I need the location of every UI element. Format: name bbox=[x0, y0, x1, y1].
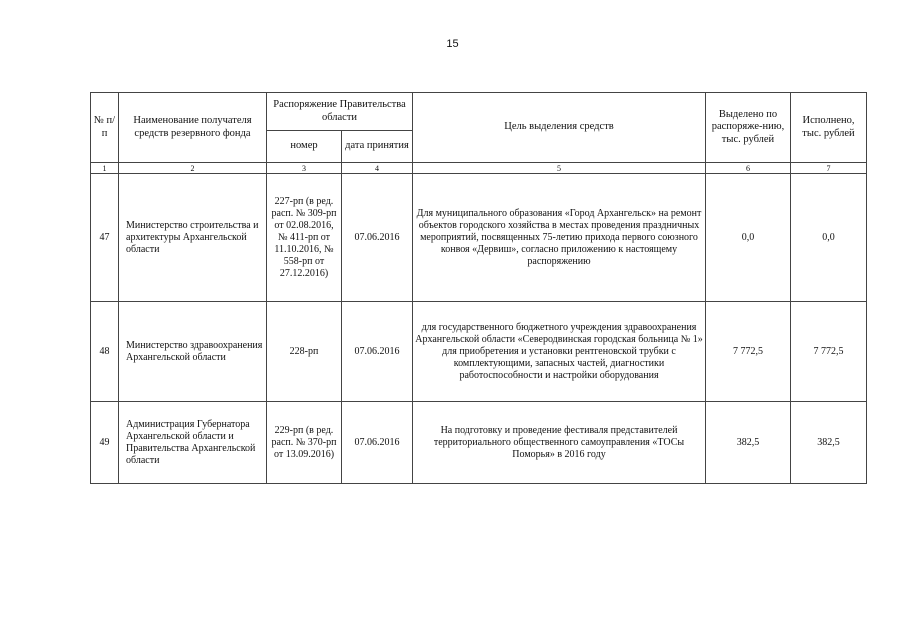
row-num: 47 bbox=[91, 174, 119, 302]
table-row bbox=[91, 174, 867, 302]
table-row bbox=[91, 402, 867, 484]
column-number: 2 bbox=[119, 163, 267, 174]
header-purpose: Цель выделения средств bbox=[413, 93, 706, 163]
row-num: 49 bbox=[91, 402, 119, 484]
row-recipient: Министерство строительства и архитектуры Архангельской области bbox=[119, 174, 267, 302]
row-date: 07.06.2016 bbox=[342, 302, 413, 402]
row-allocated: 7 772,5 bbox=[706, 302, 791, 402]
header-order-group: Распоряжение Правительства области bbox=[267, 93, 413, 131]
row-purpose: Для муниципального образования «Город Архангельск» на ремонт объектов городского хозяйства в местах проведения праздничных мероприятий, посвященных 75-летию прихода первого союзного конвоя «Дервиш», согласно приложению к настоящему распоряжению bbox=[413, 174, 706, 302]
table-row bbox=[91, 302, 867, 402]
row-order-number: 229-рп (в ред. расп. № 370-рп от 13.09.2016) bbox=[267, 402, 342, 484]
header-allocated: Выделено по распоряже-нию, тыс. рублей bbox=[706, 93, 791, 163]
row-executed: 7 772,5 bbox=[791, 302, 867, 402]
row-recipient: Министерство здравоохранения Архангельской области bbox=[119, 302, 267, 402]
column-number: 6 bbox=[706, 163, 791, 174]
row-purpose: для государственного бюджетного учреждения здравоохранения Архангельской области «Северодвинская городская больница № 1» для приобретения и установки рентгеновской трубки с комплектующими, запасных частей, диагностики работоспособности и настройки оборудования bbox=[413, 302, 706, 402]
column-number: 4 bbox=[342, 163, 413, 174]
page-number: 15 bbox=[446, 38, 459, 50]
column-number: 3 bbox=[267, 163, 342, 174]
row-date: 07.06.2016 bbox=[342, 174, 413, 302]
row-executed: 382,5 bbox=[791, 402, 867, 484]
header-num: № п/п bbox=[91, 93, 119, 163]
row-date: 07.06.2016 bbox=[342, 402, 413, 484]
row-allocated: 0,0 bbox=[706, 174, 791, 302]
header-order-number: номер bbox=[267, 131, 342, 163]
row-recipient: Администрация Губернатора Архангельской области и Правительства Архангельской области bbox=[119, 402, 267, 484]
reserve-fund-table bbox=[90, 92, 867, 484]
header-order-date: дата принятия bbox=[342, 131, 413, 163]
row-purpose: На подготовку и проведение фестиваля представителей территориального общественного самоуправления «ТОСы Поморья» в 2016 году bbox=[413, 402, 706, 484]
row-allocated: 382,5 bbox=[706, 402, 791, 484]
row-order-number: 227-рп (в ред. расп. № 309-рп от 02.08.2016, № 411-рп от 11.10.2016, № 558-рп от 27.12.2016) bbox=[267, 174, 342, 302]
header-executed: Исполнено, тыс. рублей bbox=[791, 93, 867, 163]
column-number: 5 bbox=[413, 163, 706, 174]
column-number: 1 bbox=[91, 163, 119, 174]
row-order-number: 228-рп bbox=[267, 302, 342, 402]
row-executed: 0,0 bbox=[791, 174, 867, 302]
column-number: 7 bbox=[791, 163, 867, 174]
row-num: 48 bbox=[91, 302, 119, 402]
header-recipient: Наименование получателя средств резервного фонда bbox=[119, 93, 267, 163]
